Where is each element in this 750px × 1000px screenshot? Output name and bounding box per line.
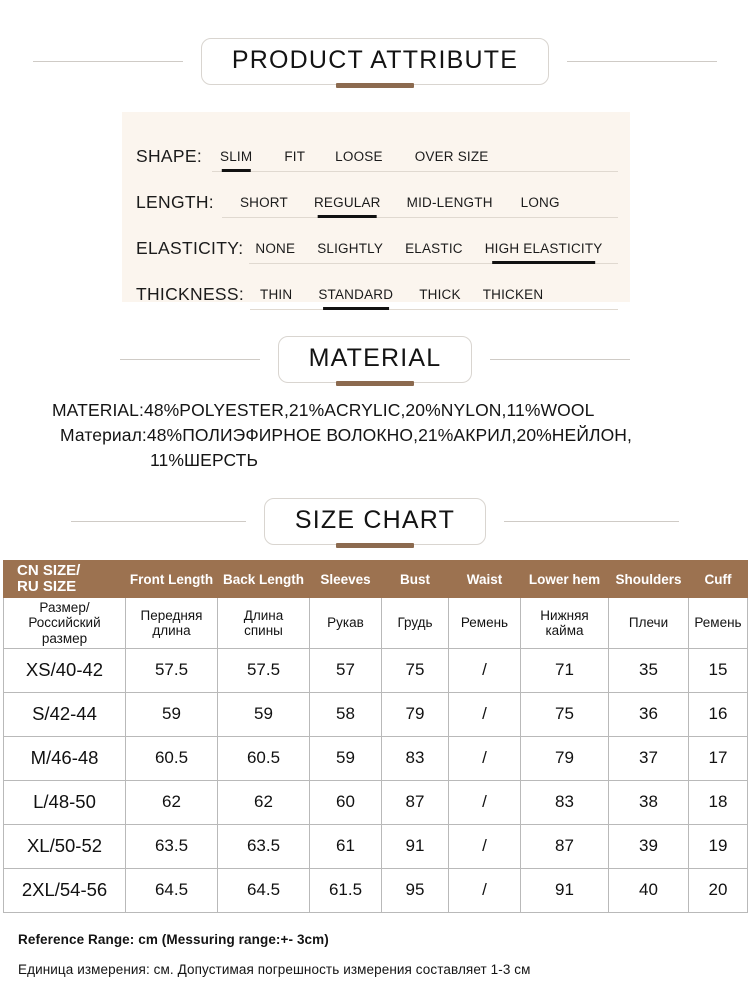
ru-label-line2: длина — [152, 623, 191, 639]
cell-front-length: 57.5 — [126, 648, 218, 692]
section-title-product-attribute: PRODUCT ATTRIBUTE — [231, 46, 519, 74]
option-short[interactable]: SHORT — [239, 195, 288, 210]
column-header-lower-hem: Lower hem — [521, 561, 609, 598]
option-elastic[interactable]: ELASTIC — [405, 241, 463, 256]
pill-accent-underline — [336, 83, 414, 88]
table-row — [4, 648, 748, 692]
column-header-ru-bust: Грудь — [382, 598, 449, 648]
cell-lower-hem: 87 — [521, 824, 609, 868]
cell-cuff: 20 — [689, 868, 748, 912]
attribute-options-length — [222, 188, 618, 218]
cell-bust: 95 — [382, 868, 449, 912]
cell-lower-hem: 79 — [521, 736, 609, 780]
option-high-elasticity[interactable]: HIGH ELASTICITY — [485, 241, 603, 260]
table-header-row-en — [4, 561, 748, 598]
cell-lower-hem: 71 — [521, 648, 609, 692]
column-header-size — [4, 561, 126, 598]
cell-lower-hem: 83 — [521, 780, 609, 824]
material-text-russian-line1: Материал:48%ПОЛИЭФИРНОЕ ВОЛОКНО,21%АКРИЛ,20%НЕЙЛОН, — [60, 424, 632, 445]
cell-size: S/42-44 — [4, 692, 126, 736]
column-header-size-line2: RU SIZE — [17, 578, 77, 596]
attribute-row-elasticity — [122, 218, 630, 264]
column-header-sleeves: Sleeves — [310, 561, 382, 598]
attribute-label-thickness: THICKNESS: — [136, 284, 245, 304]
ru-label-line2: Российский — [28, 615, 101, 631]
cell-cuff: 17 — [689, 736, 748, 780]
cell-waist: / — [449, 648, 521, 692]
cell-front-length: 63.5 — [126, 824, 218, 868]
attribute-row-thickness — [122, 264, 630, 310]
cell-sleeves: 60 — [310, 780, 382, 824]
table-row — [4, 868, 748, 912]
column-header-ru-cuff: Ремень — [689, 598, 748, 648]
column-header-waist: Waist — [449, 561, 521, 598]
material-pill — [278, 336, 473, 383]
cell-bust: 75 — [382, 648, 449, 692]
column-header-shoulders: Shoulders — [609, 561, 689, 598]
material-text-english: MATERIAL:48%POLYESTER,21%ACRYLIC,20%NYLON,11%WOOL — [52, 400, 595, 420]
option-slim[interactable]: SLIM — [220, 149, 252, 168]
cell-front-length: 64.5 — [126, 868, 218, 912]
cell-sleeves: 61 — [310, 824, 382, 868]
cell-back-length: 64.5 — [218, 868, 310, 912]
section-header-size-chart — [0, 498, 750, 545]
column-header-cuff: Cuff — [689, 561, 748, 598]
option-regular[interactable]: REGULAR — [314, 195, 381, 214]
cell-bust: 79 — [382, 692, 449, 736]
column-header-ru-size — [4, 598, 126, 648]
note-reference-range-english: Reference Range: cm (Messuring range:+- 3cm) — [18, 932, 329, 947]
column-header-ru-sleeves: Рукав — [310, 598, 382, 648]
cell-size: M/46-48 — [4, 736, 126, 780]
attribute-row-length — [122, 172, 630, 218]
cell-waist: / — [449, 868, 521, 912]
cell-waist: / — [449, 780, 521, 824]
column-header-ru-waist: Ремень — [449, 598, 521, 648]
attribute-label-elasticity: ELASTICITY: — [136, 238, 244, 258]
cell-sleeves: 59 — [310, 736, 382, 780]
attribute-label-shape: SHAPE: — [136, 146, 202, 166]
divider-line-right — [504, 521, 679, 522]
pill-box — [264, 498, 486, 545]
table-header-row-ru — [4, 598, 748, 648]
divider-line-right — [490, 359, 630, 360]
cell-size: 2XL/54-56 — [4, 868, 126, 912]
ru-label-line1: Длина — [243, 607, 284, 623]
option-long[interactable]: LONG — [520, 195, 560, 210]
size-chart-table — [3, 560, 748, 913]
attribute-options-shape — [212, 142, 618, 172]
cell-lower-hem: 75 — [521, 692, 609, 736]
cell-size: XL/50-52 — [4, 824, 126, 868]
material-composition — [0, 398, 750, 473]
option-over-size[interactable]: OVER SIZE — [414, 149, 489, 164]
cell-lower-hem: 91 — [521, 868, 609, 912]
table-row — [4, 824, 748, 868]
cell-shoulders: 39 — [609, 824, 689, 868]
cell-front-length: 62 — [126, 780, 218, 824]
column-header-ru-lower-hem — [521, 598, 609, 648]
product-attribute-panel — [122, 112, 630, 302]
option-thick[interactable]: THICK — [419, 287, 461, 302]
option-loose[interactable]: LOOSE — [335, 149, 383, 164]
option-thicken[interactable]: THICKEN — [482, 287, 544, 302]
pill-box — [278, 336, 473, 383]
cell-bust: 91 — [382, 824, 449, 868]
table-row — [4, 692, 748, 736]
ru-label-line3: размер — [41, 630, 88, 646]
cell-size: XS/40-42 — [4, 648, 126, 692]
cell-shoulders: 36 — [609, 692, 689, 736]
cell-back-length: 63.5 — [218, 824, 310, 868]
ru-label-line2: кайма — [545, 623, 584, 639]
size-chart-pill — [264, 498, 486, 545]
cell-waist: / — [449, 824, 521, 868]
cell-sleeves: 61.5 — [310, 868, 382, 912]
section-header-material — [0, 336, 750, 383]
cell-size: L/48-50 — [4, 780, 126, 824]
cell-waist: / — [449, 692, 521, 736]
table-row — [4, 780, 748, 824]
ru-label-line2: спины — [244, 623, 283, 639]
column-header-size-line1: CN SIZE/ — [17, 562, 81, 579]
attribute-options-thickness — [250, 280, 618, 310]
cell-front-length: 59 — [126, 692, 218, 736]
cell-back-length: 60.5 — [218, 736, 310, 780]
cell-sleeves: 57 — [310, 648, 382, 692]
section-title-size-chart: SIZE CHART — [294, 506, 456, 534]
pill-accent-underline — [336, 543, 414, 548]
section-title-material: MATERIAL — [308, 344, 442, 372]
product-attribute-pill — [201, 38, 549, 85]
cell-cuff: 16 — [689, 692, 748, 736]
pill-box — [201, 38, 549, 85]
cell-shoulders: 37 — [609, 736, 689, 780]
section-header-product-attribute — [0, 38, 750, 85]
material-text-russian-line2: 11%ШЕРСТЬ — [150, 449, 259, 470]
table-row — [4, 736, 748, 780]
divider-line-left — [71, 521, 246, 522]
cell-shoulders: 35 — [609, 648, 689, 692]
cell-cuff: 18 — [689, 780, 748, 824]
divider-line-right — [567, 61, 717, 62]
pill-accent-underline — [336, 381, 414, 386]
option-standard[interactable]: STANDARD — [318, 287, 393, 306]
column-header-bust: Bust — [382, 561, 449, 598]
attribute-label-length: LENGTH: — [136, 192, 214, 212]
column-header-back-length: Back Length — [218, 561, 310, 598]
divider-line-left — [33, 61, 183, 62]
measurement-notes — [18, 930, 738, 981]
cell-sleeves: 58 — [310, 692, 382, 736]
cell-shoulders: 38 — [609, 780, 689, 824]
option-none[interactable]: NONE — [255, 241, 296, 256]
column-header-ru-shoulders: Плечи — [609, 598, 689, 648]
cell-back-length: 62 — [218, 780, 310, 824]
column-header-ru-back-length — [218, 598, 310, 648]
ru-label-line1: Передняя — [140, 607, 203, 623]
option-slightly[interactable]: SLIGHTLY — [317, 241, 384, 256]
cell-bust: 83 — [382, 736, 449, 780]
cell-waist: / — [449, 736, 521, 780]
cell-cuff: 15 — [689, 648, 748, 692]
ru-label-line1: Нижняя — [540, 607, 589, 623]
cell-bust: 87 — [382, 780, 449, 824]
cell-front-length: 60.5 — [126, 736, 218, 780]
column-header-ru-front-length — [126, 598, 218, 648]
note-reference-range-russian: Единица измерения: см. Допустимая погрешность измерения составляет 1-3 см — [18, 962, 531, 978]
attribute-options-elasticity — [249, 234, 618, 264]
cell-shoulders: 40 — [609, 868, 689, 912]
cell-back-length: 57.5 — [218, 648, 310, 692]
option-mid-length[interactable]: MID-LENGTH — [406, 195, 493, 210]
column-header-front-length: Front Length — [126, 561, 218, 598]
divider-line-left — [120, 359, 260, 360]
option-fit[interactable]: FIT — [284, 149, 306, 164]
attribute-row-shape — [122, 126, 630, 172]
ru-label-line1: Размер/ — [39, 600, 90, 616]
cell-back-length: 59 — [218, 692, 310, 736]
cell-cuff: 19 — [689, 824, 748, 868]
option-thin[interactable]: THIN — [260, 287, 293, 302]
